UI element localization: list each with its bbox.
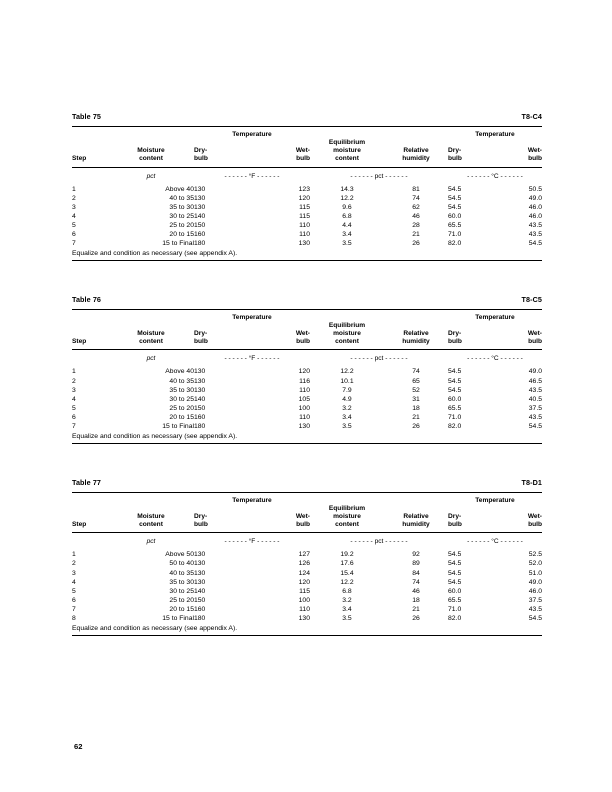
cell-moisture-content: 30 to 25 [169, 395, 194, 403]
cell-wet-bulb-f: 110 [299, 386, 310, 394]
cell-relative-humidity: 18 [412, 596, 420, 604]
header-row [72, 139, 542, 167]
table-row [72, 230, 542, 239]
footnote-text: Equalize and condition as necessary (see appendix A). [72, 432, 238, 440]
cell-moisture-content: 20 to 15 [169, 231, 194, 239]
table-number-label: Table 76 [72, 294, 102, 304]
units-percent: - - - - - - pct - - - - - - [350, 538, 408, 546]
cell-wet-bulb-f: 115 [299, 203, 310, 211]
cell-moisture-content: 40 to 35 [169, 569, 194, 577]
cell-dry-bulb-c: 54.5 [448, 551, 462, 559]
table-row [72, 386, 542, 395]
header-span-row [72, 493, 542, 505]
cell-dry-bulb-f: 130 [194, 386, 206, 394]
cell-relative-humidity: 18 [412, 404, 420, 412]
cell-dry-bulb-c: 54.5 [448, 203, 462, 211]
cell-equilibrium-moisture-content: 15.4 [340, 569, 354, 577]
header-wet-bulb-f: Wet- bulb [295, 512, 310, 529]
cell-dry-bulb-f: 150 [194, 221, 206, 229]
cell-equilibrium-moisture-content: 6.8 [342, 587, 352, 595]
cell-equilibrium-moisture-content: 4.9 [342, 395, 352, 403]
table-block [72, 112, 542, 261]
cell-wet-bulb-c: 49.0 [528, 578, 542, 586]
table-row [72, 367, 542, 376]
cell-moisture-content: 15 to Final [162, 423, 194, 431]
cell-dry-bulb-f: 130 [194, 569, 206, 577]
units-row [72, 168, 542, 185]
table-row [72, 569, 542, 578]
cell-equilibrium-moisture-content: 3.4 [342, 231, 352, 239]
cell-relative-humidity: 46 [412, 587, 420, 595]
cell-step: 4 [72, 395, 76, 403]
cell-equilibrium-moisture-content: 19.2 [340, 551, 354, 559]
units-percent: - - - - - - pct - - - - - - [350, 355, 408, 363]
spacer-cell [310, 493, 448, 505]
cell-dry-bulb-f: 130 [194, 551, 206, 559]
header-moisture-content: Moisture content [137, 512, 165, 529]
cell-wet-bulb-c: 54.5 [528, 614, 542, 622]
table-row [72, 221, 542, 230]
header-dry-bulb-f: Dry- bulb [194, 512, 208, 529]
spacer-cell [72, 127, 194, 139]
cell-equilibrium-moisture-content: 3.5 [342, 614, 352, 622]
units-moisture-pct: pct [146, 172, 156, 180]
cell-wet-bulb-c: 37.5 [528, 596, 542, 604]
units-fahrenheit: - - - - - - °F - - - - - - [224, 172, 280, 180]
table-row [72, 587, 542, 596]
schedule-table [72, 126, 542, 261]
cell-equilibrium-moisture-content: 3.5 [342, 240, 352, 248]
cell-relative-humidity: 89 [412, 560, 420, 568]
cell-wet-bulb-f: 127 [298, 551, 310, 559]
cell-dry-bulb-c: 60.0 [448, 587, 462, 595]
header-dry-bulb-f: Dry- bulb [194, 330, 208, 346]
cell-dry-bulb-c: 65.5 [448, 596, 462, 604]
footnote-row [72, 248, 542, 260]
units-row [72, 533, 542, 550]
footnote-row [72, 431, 542, 443]
cell-moisture-content: 25 to 20 [169, 404, 194, 412]
cell-relative-humidity: 74 [412, 368, 420, 376]
cell-step: 2 [72, 560, 76, 568]
cell-relative-humidity: 21 [412, 413, 420, 421]
table-row [72, 422, 542, 431]
cell-step: 8 [72, 614, 76, 622]
schedule-table [72, 492, 542, 636]
cell-equilibrium-moisture-content: 3.2 [342, 404, 352, 412]
cell-dry-bulb-c: 65.5 [448, 221, 462, 229]
cell-step: 7 [72, 423, 76, 431]
header-temperature-c: Temperature [475, 496, 515, 504]
cell-relative-humidity: 21 [412, 605, 420, 613]
header-dry-bulb-f: Dry- bulb [194, 147, 208, 163]
header-row [72, 505, 542, 533]
units-row [72, 350, 542, 367]
cell-dry-bulb-c: 60.0 [448, 212, 462, 220]
cell-relative-humidity: 84 [412, 569, 420, 577]
cell-relative-humidity: 26 [412, 614, 420, 622]
cell-equilibrium-moisture-content: 3.4 [342, 413, 352, 421]
cell-step: 1 [72, 551, 76, 559]
header-dry-bulb-c: Dry- bulb [448, 330, 462, 346]
cell-dry-bulb-f: 140 [194, 395, 206, 403]
cell-step: 2 [72, 377, 76, 385]
cell-equilibrium-moisture-content: 7.9 [342, 386, 352, 394]
table-row [72, 550, 542, 559]
units-spacer [72, 350, 108, 367]
cell-step: 7 [72, 605, 76, 613]
header-step: Step [72, 338, 87, 346]
cell-dry-bulb-c: 54.5 [448, 386, 462, 394]
table-number-label: Table 77 [72, 477, 102, 487]
header-span-row [72, 127, 542, 139]
cell-step: 3 [72, 569, 76, 577]
cell-wet-bulb-c: 43.5 [528, 221, 542, 229]
table-row [72, 605, 542, 614]
cell-relative-humidity: 26 [412, 423, 420, 431]
header-temperature-c: Temperature [475, 313, 515, 321]
header-dry-bulb-c: Dry- bulb [448, 147, 462, 163]
table-code-label: T8-C5 [521, 294, 542, 304]
table-row [72, 404, 542, 413]
cell-dry-bulb-f: 140 [194, 587, 206, 595]
cell-step: 4 [72, 578, 76, 586]
cell-wet-bulb-f: 126 [298, 560, 310, 568]
table-bottom-rule [72, 260, 542, 261]
table-row [72, 185, 542, 194]
spacer-cell [72, 493, 194, 505]
cell-dry-bulb-c: 54.5 [448, 185, 462, 193]
cell-relative-humidity: 74 [412, 194, 420, 202]
cell-step: 1 [72, 368, 76, 376]
cell-dry-bulb-c: 71.0 [448, 605, 462, 613]
table-row [72, 377, 542, 386]
cell-step: 6 [72, 231, 76, 239]
cell-dry-bulb-c: 54.5 [448, 368, 462, 376]
cell-equilibrium-moisture-content: 6.8 [342, 212, 352, 220]
cell-wet-bulb-f: 100 [298, 596, 310, 604]
header-wet-bulb-f: Wet- bulb [295, 147, 310, 163]
header-relative-humidity: Relative humidity [402, 512, 430, 529]
cell-step: 6 [72, 596, 76, 604]
rule-cell [72, 443, 542, 444]
table-row [72, 212, 542, 221]
cell-dry-bulb-c: 54.5 [448, 569, 462, 577]
cell-step: 5 [72, 587, 76, 595]
units-spacer [72, 533, 108, 550]
header-relative-humidity: Relative humidity [402, 330, 430, 346]
cell-wet-bulb-c: 40.5 [528, 395, 542, 403]
table-row [72, 578, 542, 587]
cell-wet-bulb-c: 51.0 [528, 569, 542, 577]
table-code-label: T8-C4 [521, 112, 542, 121]
tables-container [72, 112, 542, 670]
cell-dry-bulb-f: 140 [194, 212, 206, 220]
footnote-row [72, 623, 542, 635]
units-moisture-pct: pct [146, 355, 156, 363]
cell-wet-bulb-f: 130 [298, 240, 310, 248]
cell-dry-bulb-f: 130 [194, 194, 206, 202]
cell-moisture-content: 20 to 15 [169, 605, 194, 613]
header-equilibrium-moisture-content: Equilibrium moisture content [328, 504, 366, 529]
cell-equilibrium-moisture-content: 12.2 [340, 368, 354, 376]
cell-dry-bulb-c: 82.0 [448, 240, 462, 248]
footnote-text: Equalize and condition as necessary (see appendix A). [72, 249, 238, 257]
cell-wet-bulb-f: 110 [299, 231, 310, 239]
cell-wet-bulb-f: 120 [298, 368, 310, 376]
cell-equilibrium-moisture-content: 17.6 [340, 560, 354, 568]
footnote-text: Equalize and condition as necessary (see appendix A). [72, 624, 238, 632]
cell-relative-humidity: 31 [412, 395, 420, 403]
cell-dry-bulb-c: 82.0 [448, 423, 462, 431]
cell-moisture-content: 30 to 25 [169, 587, 194, 595]
cell-relative-humidity: 74 [412, 578, 420, 586]
cell-dry-bulb-f: 160 [194, 605, 206, 613]
cell-moisture-content: 25 to 20 [169, 221, 194, 229]
units-spacer [72, 168, 108, 185]
cell-dry-bulb-f: 180 [194, 240, 206, 248]
header-wet-bulb-f: Wet- bulb [295, 330, 310, 346]
cell-dry-bulb-c: 71.0 [448, 413, 462, 421]
cell-equilibrium-moisture-content: 10.1 [340, 377, 354, 385]
cell-moisture-content: Above 50 [165, 551, 194, 559]
header-moisture-content: Moisture content [137, 330, 165, 346]
cell-wet-bulb-f: 115 [299, 587, 310, 595]
schedule-table [72, 309, 542, 444]
cell-wet-bulb-c: 43.5 [528, 386, 542, 394]
cell-moisture-content: Above 40 [165, 368, 194, 376]
cell-moisture-content: Above 40 [165, 185, 194, 193]
cell-wet-bulb-f: 123 [298, 185, 310, 193]
table-row [72, 239, 542, 248]
table-code-label: T8-D1 [521, 477, 542, 487]
page-number: 62 [74, 742, 83, 751]
table-caption [72, 478, 542, 487]
table-row [72, 596, 542, 605]
cell-wet-bulb-f: 120 [298, 194, 310, 202]
table-caption [72, 295, 542, 304]
cell-wet-bulb-f: 116 [299, 377, 310, 385]
table-number-label: Table 75 [72, 112, 102, 121]
units-moisture-pct: pct [146, 538, 156, 546]
header-temperature-c: Temperature [475, 131, 515, 138]
header-temperature-f: Temperature [232, 496, 272, 504]
cell-dry-bulb-c: 65.5 [448, 404, 462, 412]
cell-step: 7 [72, 240, 76, 248]
rule-cell [72, 635, 542, 636]
rule-cell [72, 260, 542, 261]
cell-wet-bulb-c: 52.5 [528, 551, 542, 559]
cell-dry-bulb-f: 130 [194, 560, 206, 568]
cell-wet-bulb-c: 37.5 [528, 404, 542, 412]
cell-dry-bulb-f: 160 [194, 231, 206, 239]
cell-dry-bulb-c: 71.0 [448, 231, 462, 239]
cell-wet-bulb-c: 43.5 [528, 413, 542, 421]
table-row [72, 203, 542, 212]
cell-equilibrium-moisture-content: 4.4 [342, 221, 352, 229]
cell-wet-bulb-f: 130 [298, 423, 310, 431]
cell-equilibrium-moisture-content: 9.6 [342, 203, 352, 211]
cell-dry-bulb-f: 180 [194, 614, 206, 622]
spacer-cell [72, 310, 194, 322]
table-bottom-rule [72, 443, 542, 444]
cell-wet-bulb-c: 50.5 [528, 185, 542, 193]
cell-wet-bulb-f: 115 [299, 212, 310, 220]
table-row [72, 413, 542, 422]
cell-dry-bulb-f: 150 [194, 596, 206, 604]
cell-moisture-content: 35 to 30 [169, 203, 194, 211]
table-block [72, 478, 542, 636]
header-wet-bulb-c: Wet- bulb [527, 512, 542, 529]
cell-step: 4 [72, 212, 76, 220]
cell-moisture-content: 50 to 40 [169, 560, 194, 568]
cell-wet-bulb-c: 46.5 [528, 377, 542, 385]
cell-moisture-content: 40 to 35 [169, 377, 194, 385]
cell-relative-humidity: 46 [412, 212, 420, 220]
cell-wet-bulb-f: 100 [298, 404, 310, 412]
table-caption [72, 112, 542, 121]
cell-step: 6 [72, 413, 76, 421]
spacer-cell [310, 310, 448, 322]
table-row [72, 395, 542, 404]
cell-equilibrium-moisture-content: 3.5 [342, 423, 352, 431]
cell-moisture-content: 15 to Final [162, 240, 194, 248]
cell-dry-bulb-f: 130 [194, 203, 206, 211]
cell-step: 3 [72, 386, 76, 394]
cell-dry-bulb-f: 130 [194, 368, 206, 376]
units-fahrenheit: - - - - - - °F - - - - - - [224, 538, 280, 546]
cell-wet-bulb-c: 43.5 [528, 231, 542, 239]
cell-dry-bulb-f: 130 [194, 578, 206, 586]
cell-dry-bulb-f: 180 [194, 423, 206, 431]
cell-dry-bulb-f: 130 [194, 377, 206, 385]
cell-dry-bulb-c: 54.5 [448, 560, 462, 568]
cell-step: 3 [72, 203, 76, 211]
units-fahrenheit: - - - - - - °F - - - - - - [224, 355, 280, 363]
cell-wet-bulb-c: 43.5 [528, 605, 542, 613]
header-wet-bulb-c: Wet- bulb [527, 147, 542, 163]
cell-relative-humidity: 28 [412, 221, 420, 229]
table-bottom-rule [72, 635, 542, 636]
cell-wet-bulb-c: 54.5 [528, 240, 542, 248]
cell-moisture-content: 30 to 25 [169, 212, 194, 220]
header-equilibrium-moisture-content: Equilibrium moisture content [328, 321, 366, 346]
cell-relative-humidity: 92 [412, 551, 420, 559]
cell-equilibrium-moisture-content: 12.2 [340, 578, 354, 586]
header-wet-bulb-c: Wet- bulb [527, 330, 542, 346]
cell-wet-bulb-c: 46.0 [528, 203, 542, 211]
table-row [72, 614, 542, 623]
cell-moisture-content: 40 to 35 [169, 194, 194, 202]
cell-moisture-content: 20 to 15 [169, 413, 194, 421]
cell-moisture-content: 25 to 20 [169, 596, 194, 604]
cell-dry-bulb-f: 150 [194, 404, 206, 412]
units-celsius: - - - - - - °C - - - - - - [467, 355, 523, 363]
header-step: Step [72, 521, 87, 529]
cell-equilibrium-moisture-content: 14.3 [340, 185, 354, 193]
cell-wet-bulb-c: 46.0 [528, 212, 542, 220]
header-equilibrium-moisture-content: Equilibrium moisture content [328, 139, 366, 163]
cell-step: 2 [72, 194, 76, 202]
cell-dry-bulb-c: 60.0 [448, 395, 462, 403]
cell-step: 5 [72, 404, 76, 412]
cell-wet-bulb-f: 105 [298, 395, 310, 403]
header-step: Step [72, 155, 87, 163]
units-percent: - - - - - - pct - - - - - - [350, 172, 408, 180]
table-row [72, 559, 542, 568]
units-celsius: - - - - - - °C - - - - - - [467, 538, 523, 546]
cell-wet-bulb-f: 124 [298, 569, 310, 577]
header-row [72, 322, 542, 350]
cell-step: 5 [72, 221, 76, 229]
header-temperature-f: Temperature [232, 313, 272, 321]
cell-equilibrium-moisture-content: 3.2 [342, 596, 352, 604]
cell-wet-bulb-f: 130 [298, 614, 310, 622]
spacer-cell [310, 127, 448, 139]
header-moisture-content: Moisture content [137, 147, 165, 163]
cell-relative-humidity: 62 [412, 203, 420, 211]
cell-moisture-content: 35 to 30 [169, 578, 194, 586]
cell-relative-humidity: 81 [412, 185, 420, 193]
cell-wet-bulb-f: 110 [299, 221, 310, 229]
cell-dry-bulb-c: 54.5 [448, 377, 462, 385]
cell-moisture-content: 35 to 30 [169, 386, 194, 394]
cell-dry-bulb-f: 130 [194, 185, 206, 193]
cell-dry-bulb-c: 54.5 [448, 578, 462, 586]
cell-wet-bulb-c: 49.0 [528, 194, 542, 202]
cell-wet-bulb-c: 46.0 [528, 587, 542, 595]
cell-dry-bulb-c: 54.5 [448, 194, 462, 202]
header-temperature-f: Temperature [232, 131, 272, 138]
cell-equilibrium-moisture-content: 12.2 [340, 194, 354, 202]
cell-step: 1 [72, 185, 76, 193]
cell-wet-bulb-c: 54.5 [528, 423, 542, 431]
cell-wet-bulb-f: 120 [298, 578, 310, 586]
cell-relative-humidity: 26 [412, 240, 420, 248]
header-relative-humidity: Relative humidity [402, 147, 430, 163]
cell-wet-bulb-f: 110 [299, 605, 310, 613]
cell-dry-bulb-c: 82.0 [448, 614, 462, 622]
header-dry-bulb-c: Dry- bulb [448, 512, 462, 529]
cell-relative-humidity: 65 [412, 377, 420, 385]
table-block [72, 295, 542, 444]
cell-dry-bulb-f: 160 [194, 413, 206, 421]
table-row [72, 194, 542, 203]
cell-relative-humidity: 52 [412, 386, 420, 394]
cell-equilibrium-moisture-content: 3.4 [342, 605, 352, 613]
cell-wet-bulb-f: 110 [299, 413, 310, 421]
cell-wet-bulb-c: 52.0 [528, 560, 542, 568]
cell-moisture-content: 15 to Final [162, 614, 194, 622]
cell-relative-humidity: 21 [412, 231, 420, 239]
header-span-row [72, 310, 542, 322]
units-celsius: - - - - - - °C - - - - - - [467, 172, 523, 180]
cell-wet-bulb-c: 49.0 [528, 368, 542, 376]
